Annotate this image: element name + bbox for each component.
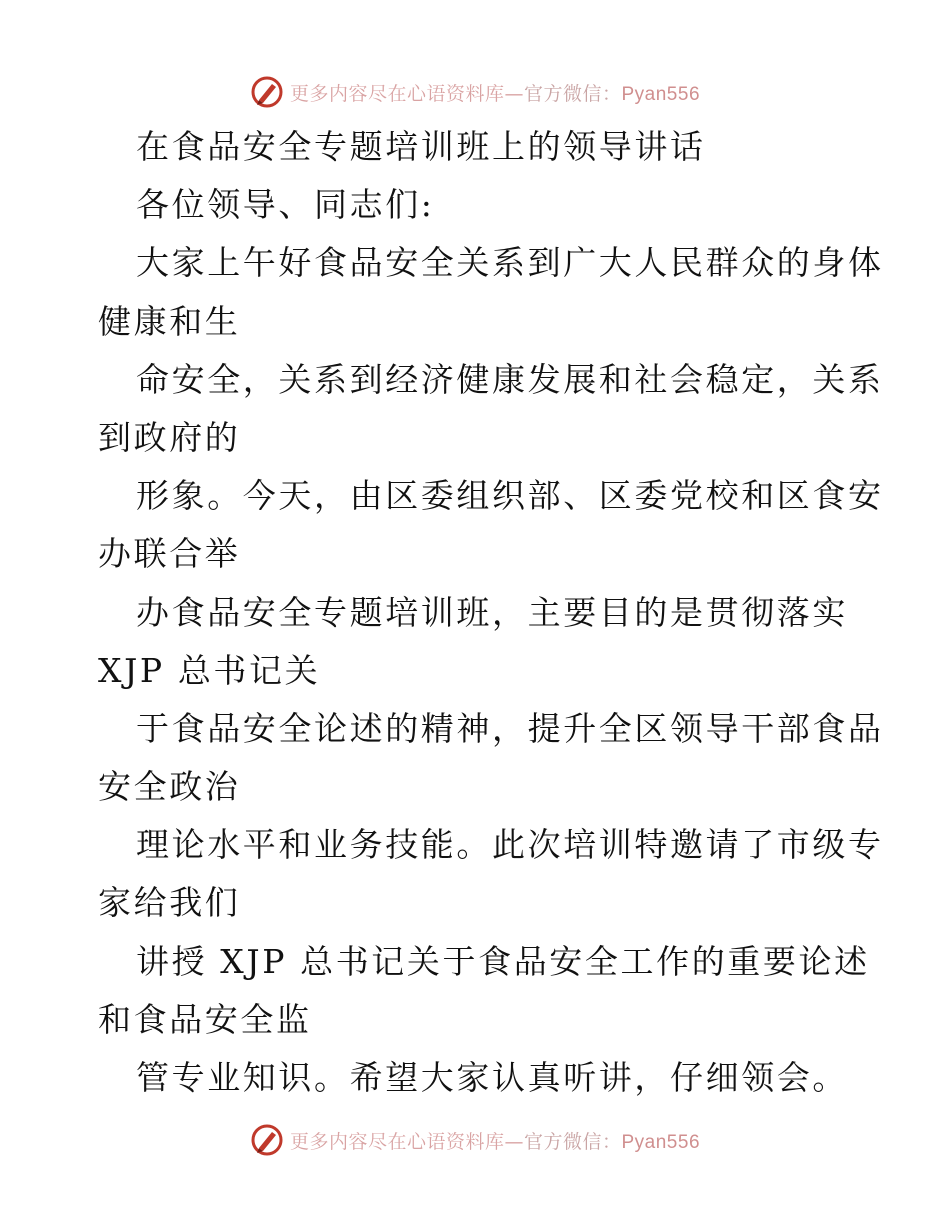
- banner-main-text: 更多内容尽在心语资料库: [289, 82, 505, 105]
- document-body: [98, 118, 884, 1107]
- header-watermark-banner: [0, 72, 950, 112]
- text-line: 讲授 XJP 总书记关于食品安全工作的重要论述: [136, 941, 870, 981]
- text-line: 形象。今天，由区委组织部、区委党校和区食安: [136, 476, 884, 516]
- banner-main-text: 更多内容尽在心语资料库: [289, 1130, 505, 1153]
- salutation: 各位领导、同志们:: [136, 185, 435, 225]
- pen-logo-icon: [250, 1123, 284, 1157]
- text-line: XJP 总书记关: [98, 650, 321, 690]
- text-line: 办联合举: [98, 534, 241, 574]
- text-line: 家给我们: [98, 883, 241, 923]
- banner-wechat-id: Pyan556: [621, 83, 701, 105]
- banner-dash: —: [504, 1130, 524, 1153]
- text-line: 健康和生: [98, 301, 241, 341]
- footer-watermark-banner: [0, 1120, 950, 1160]
- pen-logo-icon: [250, 75, 284, 109]
- text-line: 安全政治: [98, 767, 241, 807]
- banner-dash: —: [504, 82, 524, 105]
- text-line: 管专业知识。希望大家认真听讲，仔细领会。: [136, 1058, 848, 1097]
- text-line: 理论水平和业务技能。此次培训特邀请了市级专: [136, 825, 884, 865]
- text-line: 于食品安全论述的精神，提升全区领导干部食品: [136, 708, 884, 748]
- text-line: 办食品安全专题培训班，主要目的是贯彻落实: [136, 592, 848, 632]
- text-line: 命安全，关系到经济健康发展和社会稳定，关系: [136, 359, 884, 399]
- footer-banner-text: [290, 1127, 700, 1154]
- banner-wechat-id: Pyan556: [621, 1131, 701, 1153]
- banner-sub-text: 官方微信：: [523, 1130, 622, 1153]
- text-line: 和食品安全监: [98, 999, 312, 1039]
- header-banner-text: [290, 79, 700, 106]
- text-line: 到政府的: [98, 417, 241, 457]
- text-line: 大家上午好食品安全关系到广大人民群众的身体: [136, 243, 884, 283]
- document-title: 在食品安全专题培训班上的领导讲话: [136, 127, 706, 166]
- banner-sub-text: 官方微信：: [523, 82, 622, 105]
